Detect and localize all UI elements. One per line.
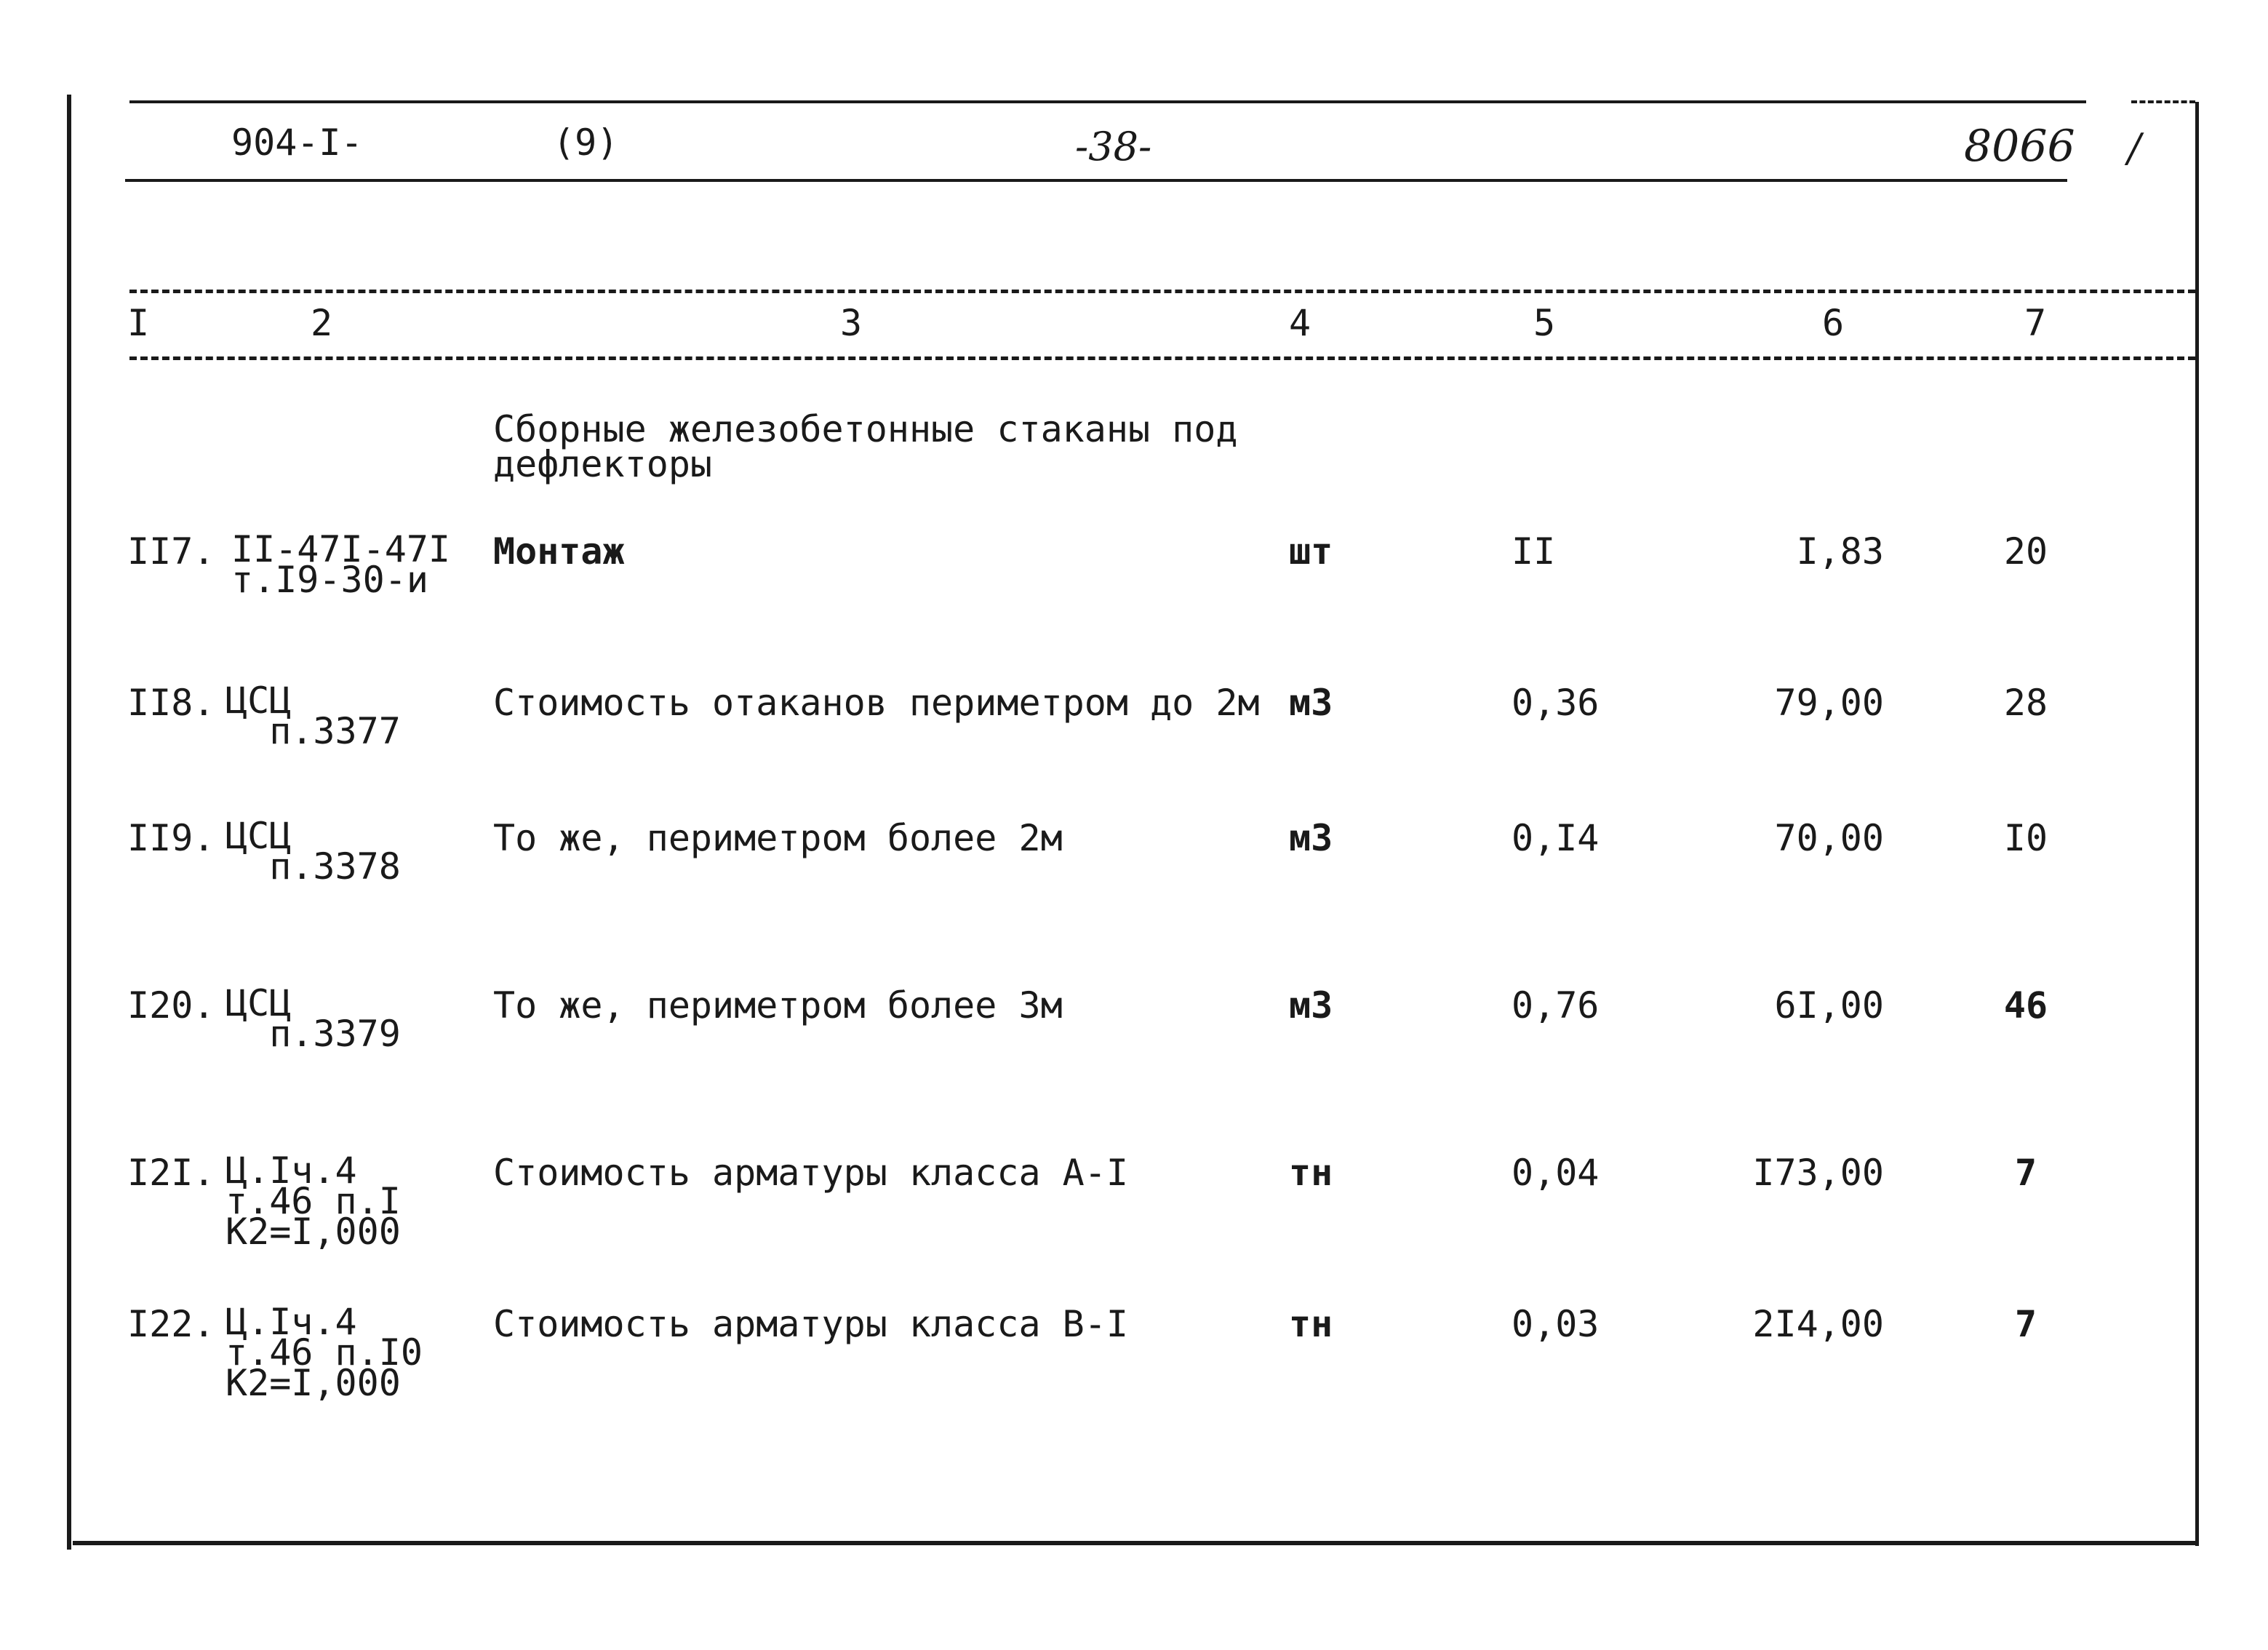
row-quantity: 0,76: [1512, 984, 1600, 1027]
row-reference: II-47I-47I т.I9-30-и: [231, 528, 451, 601]
row-description: Стоимость арматуры класса А-I: [493, 1152, 1128, 1194]
group-title: Сборные железобетонные стаканы под дефлекторы: [493, 408, 1238, 485]
row-total: 28: [2003, 682, 2048, 724]
column-header-7: 7: [2024, 302, 2047, 344]
row-price: 79,00: [1774, 682, 1884, 724]
row-number: II8.: [127, 682, 215, 724]
column-header-5: 5: [1533, 302, 1556, 344]
row-number: I2I.: [127, 1152, 215, 1194]
row-price: 6I,00: [1774, 984, 1884, 1027]
row-number: I20.: [127, 984, 215, 1027]
column-header-1: I: [127, 302, 150, 344]
column-header-6: 6: [1822, 302, 1845, 344]
row-unit: тн: [1289, 1152, 1333, 1194]
row-price: I73,00: [1752, 1152, 1884, 1194]
doc-code: 904-I-: [231, 121, 363, 164]
row-reference: Ц.Iч.4 т.46 п.I К2=I,000: [225, 1149, 401, 1253]
row-total: 7: [2014, 1303, 2037, 1345]
header-top-dash-right: [2131, 100, 2195, 103]
row-quantity: 0,36: [1512, 682, 1600, 724]
bottom-border: [73, 1541, 2199, 1545]
row-unit: м3: [1289, 984, 1333, 1027]
stamp-mark: /: [2128, 125, 2141, 171]
row-total: 7: [2014, 1152, 2037, 1194]
right-border: [2195, 102, 2199, 1546]
left-border: [67, 95, 71, 1550]
row-unit: м3: [1289, 682, 1333, 724]
row-number: II9.: [127, 817, 215, 859]
row-number: II7.: [127, 530, 215, 573]
row-quantity: 0,I4: [1512, 817, 1600, 859]
row-reference: ЦСЦ п.3378: [225, 815, 401, 888]
row-description: То же, периметром более 3м: [493, 984, 1063, 1027]
column-header-2: 2: [311, 302, 333, 344]
row-description: Монтаж: [493, 530, 625, 573]
row-description: То же, периметром более 2м: [493, 817, 1063, 859]
column-header-3: 3: [840, 302, 863, 344]
row-price: 70,00: [1774, 817, 1884, 859]
row-unit: тн: [1289, 1303, 1333, 1345]
row-total: 20: [2003, 530, 2048, 573]
column-header-4: 4: [1289, 302, 1311, 344]
page-number: -38-: [1075, 124, 1152, 170]
row-total: 46: [2003, 984, 2048, 1027]
column-header-bottom-dash: [129, 356, 2195, 360]
column-header-top-dash: [129, 290, 2195, 293]
row-description: Стоимость арматуры класса В-I: [493, 1303, 1128, 1345]
row-unit: шт: [1289, 530, 1333, 573]
stamp-number: 8066: [1964, 121, 2075, 172]
header-top-rule: [129, 100, 2086, 103]
section-number: (9): [553, 121, 619, 164]
row-quantity: 0,04: [1512, 1152, 1600, 1194]
row-number: I22.: [127, 1303, 215, 1345]
row-quantity: 0,03: [1512, 1303, 1600, 1345]
row-total: I0: [2003, 817, 2048, 859]
row-reference: ЦСЦ п.3377: [225, 679, 401, 752]
row-reference: ЦСЦ п.3379: [225, 982, 401, 1055]
row-reference: Ц.Iч.4 т.46 п.I0 К2=I,000: [225, 1301, 423, 1404]
row-price: 2I4,00: [1752, 1303, 1884, 1345]
row-description: Стоимость отаканов периметром до 2м: [493, 682, 1260, 724]
row-price: I,83: [1796, 530, 1884, 573]
header-bottom-rule: [125, 179, 2067, 182]
row-unit: м3: [1289, 817, 1333, 859]
row-quantity: II: [1512, 530, 1556, 573]
